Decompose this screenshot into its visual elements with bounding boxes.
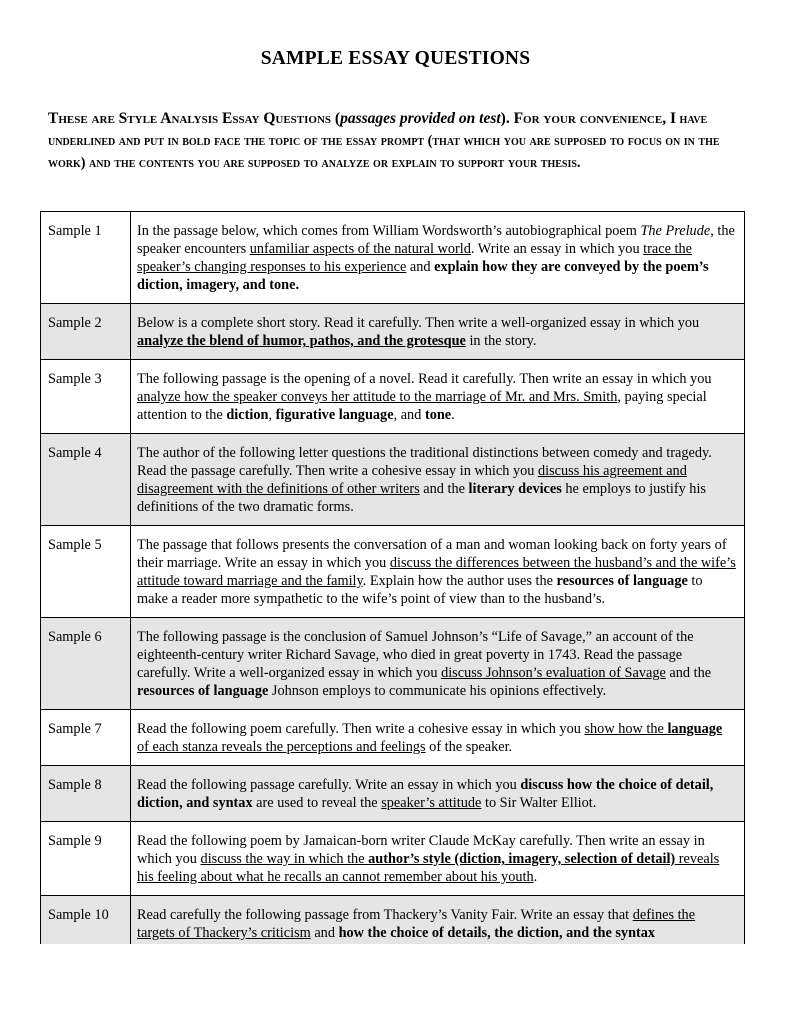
prompt-text: and the xyxy=(419,481,469,497)
intro-emphasis: passages provided on test xyxy=(340,110,501,127)
prompt-text: and xyxy=(310,925,339,941)
prompt-text: The following passage is the conclusion of Samuel Johnson’s “Life of Savage,” an account of the eighteenth-century writer Richard Savage, who died in great poverty in 1743. Read the passage carefully. Write a well-organized essay in which you xyxy=(137,629,694,681)
prompt-underline: discuss Johnson’s evaluation of Savage xyxy=(441,665,666,681)
sample-prompt xyxy=(131,710,745,766)
prompt-underline: reveals his feeling about what he recalls an cannot remember about his youth xyxy=(137,851,720,885)
sample-prompt xyxy=(131,526,745,618)
sample-label: Sample 1 xyxy=(41,212,131,304)
prompt-text: Johnson employs to communicate his opinions effectively. xyxy=(268,683,607,699)
prompt-underline: speaker’s attitude xyxy=(381,795,482,811)
prompt-text: . xyxy=(451,407,455,423)
prompt-underline: unfamiliar aspects of the natural world xyxy=(249,241,471,257)
prompt-text: The passage that follows presents the conversation of a man and woman looking back on forty years of their marriage. Write an essay in which you xyxy=(137,537,727,571)
prompt-text: In the passage below, which comes from William Wordsworth’s autobiographical poem xyxy=(137,223,641,239)
sample-prompt xyxy=(131,360,745,434)
sample-prompt xyxy=(131,212,745,304)
intro-text-6: have underlined and put in bold face the topic of the essay prompt (that which you are supposed to focus on in the work) and the contents you are supposed to analyze or explain to support your thesis. xyxy=(48,111,720,171)
prompt-text: are used to reveal the xyxy=(252,795,382,811)
intro-text-1: These are xyxy=(48,110,119,127)
prompt-text: , and xyxy=(393,407,425,423)
intro-text-2: Style Analysis Essay Questions ( xyxy=(118,110,341,127)
prompt-bold: resources of language xyxy=(556,573,688,589)
prompt-text: Read the following poem carefully. Then write a cohesive essay in which you xyxy=(137,721,585,737)
prompt-text: Read carefully the following passage from Thackery’s Vanity Fair. Write an essay that xyxy=(137,907,633,923)
prompt-bold-underline: language xyxy=(667,721,723,737)
sample-label: Sample 6 xyxy=(41,618,131,710)
prompt-underline: defines the targets of Thackery’s criticism xyxy=(137,907,696,941)
sample-prompt xyxy=(131,304,745,360)
sample-prompt xyxy=(131,896,745,945)
prompt-text: to make a reader more sympathetic to the wife’s point of view than to the husband’s. xyxy=(137,573,703,607)
prompt-underline: discuss his agreement and disagreement with the definitions of other writers xyxy=(137,463,687,497)
sample-row-7 xyxy=(41,710,745,766)
prompt-underline: analyze how the speaker conveys her attitude to the marriage of Mr. and Mrs. Smith xyxy=(137,389,618,405)
sample-prompt xyxy=(131,434,745,526)
sample-row-6 xyxy=(41,618,745,710)
sample-label: Sample 7 xyxy=(41,710,131,766)
sample-prompt xyxy=(131,766,745,822)
prompt-text: of the speaker. xyxy=(425,739,513,755)
prompt-text: he employs to justify his definitions of the two dramatic forms. xyxy=(137,481,706,515)
prompt-text: The author of the following letter questions the traditional distinctions between comedy and tragedy. Read the passage carefully. Then write a cohesive essay in which you xyxy=(137,445,712,479)
prompt-underline: trace the speaker’s changing responses to his experience xyxy=(137,241,692,275)
prompt-bold: figurative language xyxy=(275,407,394,423)
prompt-bold: resources of language xyxy=(137,683,269,699)
prompt-text: , paying special attention to the xyxy=(137,389,707,423)
sample-row-2 xyxy=(41,304,745,360)
sample-prompt xyxy=(131,618,745,710)
sample-label: Sample 10 xyxy=(41,896,131,945)
prompt-text: The following passage is the opening of a novel. Read it carefully. Then write an essay in which you xyxy=(137,371,712,387)
sample-row-5 xyxy=(41,526,745,618)
sample-label: Sample 9 xyxy=(41,822,131,896)
prompt-text: Below is a complete short story. Read it carefully. Then write a well-organized essay in which you xyxy=(137,315,700,331)
prompt-text: . Explain how the author uses the xyxy=(362,573,557,589)
sample-row-9 xyxy=(41,822,745,896)
prompt-underline: of each stanza reveals the perceptions and feelings xyxy=(137,739,426,755)
prompt-bold: diction xyxy=(226,407,269,423)
prompt-text: , xyxy=(268,407,276,423)
intro-text-5: I xyxy=(669,110,676,127)
sample-label: Sample 5 xyxy=(41,526,131,618)
page-title: SAMPLE ESSAY QUESTIONS xyxy=(260,48,531,69)
prompt-text: and xyxy=(406,259,435,275)
prompt-text: in the story. xyxy=(465,333,537,349)
prompt-bold-underline: author’s style (diction, imagery, selection of detail) xyxy=(368,851,676,867)
sample-label: Sample 4 xyxy=(41,434,131,526)
sample-row-1 xyxy=(41,212,745,304)
sample-row-3 xyxy=(41,360,745,434)
prompt-bold: discuss how the choice of detail, diction, and syntax xyxy=(137,777,714,811)
prompt-italic: The Prelude xyxy=(640,223,711,239)
prompt-bold: how the choice of details, the diction, and the syntax xyxy=(338,925,656,941)
prompt-bold: tone xyxy=(424,407,452,423)
prompt-text: , the speaker encounters xyxy=(137,223,735,257)
intro-text-4: ). For your convenience, xyxy=(500,110,670,127)
prompt-text: . Write an essay in which you xyxy=(470,241,644,257)
prompt-underline: discuss the way in which the xyxy=(200,851,369,867)
prompt-text: Read the following poem by Jamaican-born writer Claude McKay carefully. Then write an essay in which you xyxy=(137,833,705,867)
sample-row-4 xyxy=(41,434,745,526)
intro-paragraph xyxy=(48,108,748,174)
prompt-underline: show how the xyxy=(584,721,668,737)
sample-row-10 xyxy=(41,896,745,945)
prompt-text: . xyxy=(533,869,538,885)
prompt-text: Read the following passage carefully. Write an essay in which you xyxy=(137,777,521,793)
sample-label: Sample 8 xyxy=(41,766,131,822)
samples-table xyxy=(40,211,745,944)
sample-label: Sample 2 xyxy=(41,304,131,360)
prompt-bold: explain how they are conveyed by the poem’s diction, imagery, and tone. xyxy=(137,259,709,293)
sample-row-8 xyxy=(41,766,745,822)
prompt-bold: literary devices xyxy=(468,481,562,497)
prompt-underline: discuss the differences between the husband’s and the wife’s attitude toward marriage and the family xyxy=(137,555,736,589)
prompt-text: and the xyxy=(665,665,712,681)
sample-label: Sample 3 xyxy=(41,360,131,434)
prompt-text: to Sir Walter Elliot. xyxy=(481,795,597,811)
sample-prompt xyxy=(131,822,745,896)
prompt-bold-underline: analyze the blend of humor, pathos, and the grotesque xyxy=(137,333,466,349)
